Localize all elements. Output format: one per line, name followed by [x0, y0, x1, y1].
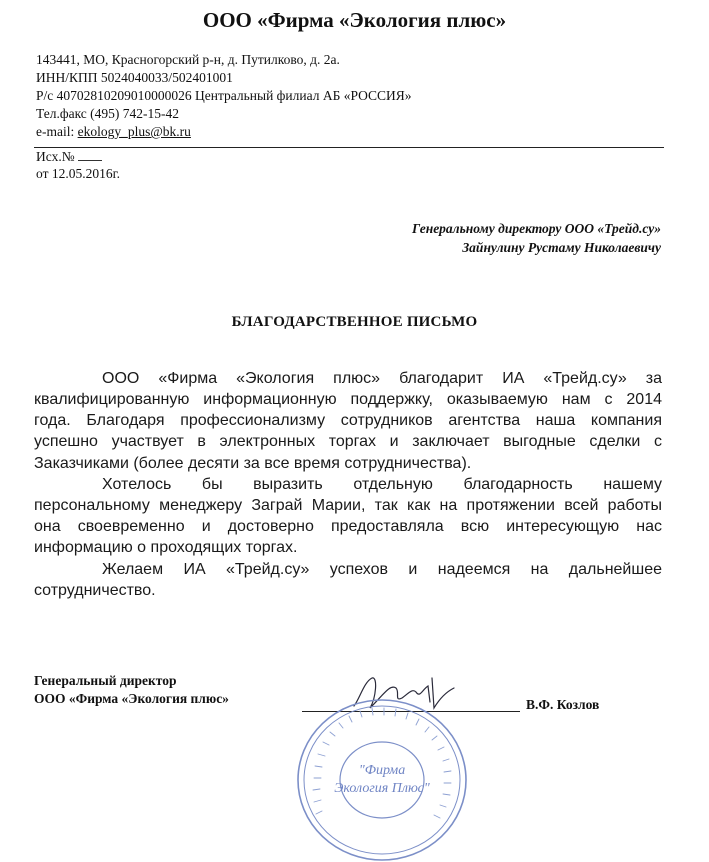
header-divider	[34, 147, 664, 148]
letter-heading: БЛАГОДАРСТВЕННОЕ ПИСЬМО	[231, 314, 478, 330]
company-title: ООО «Фирма «Экология плюс»	[202, 8, 507, 32]
body-line: года. Благодаря профессионализму сотрудников агентства наша компания	[34, 412, 662, 429]
phone-fax-line: Тел.факс (495) 742-15-42	[36, 106, 180, 121]
signer-position: Генеральный директор	[34, 673, 177, 688]
signer-name: В.Ф. Козлов	[526, 697, 600, 712]
body-line: Желаем ИА «Трейд.су» успехов и надеемся на дальнейшее	[102, 561, 662, 578]
stamp-center-text: Экология Плюс"	[334, 781, 430, 796]
body-line: успешно участвует в электронных торгах и заключает выгодные сделки с	[34, 433, 662, 450]
addressee-name: Зайнулину Рустаму Николаевичу	[462, 240, 661, 255]
outgoing-date: от 12.05.2016г.	[36, 166, 120, 181]
email-link[interactable]: ekology_plus@bk.ru	[77, 124, 191, 139]
body-line: она своевременно и достоверно предоставляла всю интересующую нас	[34, 518, 662, 535]
outgoing-number-blank	[78, 150, 102, 161]
outgoing-number	[36, 149, 102, 165]
email-line	[36, 124, 191, 140]
body-line: квалифицированную информационную поддержку, оказываемую нам с 2014	[34, 391, 662, 408]
stamp-center-text: "Фирма	[358, 763, 406, 778]
inn-kpp-line: ИНН/КПП 5024040033/502401001	[36, 70, 233, 85]
body-line: ООО «Фирма «Экология плюс» благодарит ИА «Трейд.су» за	[102, 370, 662, 387]
company-seal-stamp	[294, 694, 470, 862]
body-line: сотрудничество.	[34, 582, 156, 599]
body-line: Заказчиками (более десяти за все время сотрудничества).	[34, 455, 472, 472]
body-line: персональному менеджеру Заграй Марии, так как на протяжении всей работы	[34, 497, 662, 514]
email-label: e-mail:	[36, 124, 78, 139]
outgoing-number-label: Исх.№	[36, 149, 75, 164]
addressee-position: Генеральному директору ООО «Трейд.су»	[411, 221, 661, 236]
address-line: 143441, МО, Красногорский р-н, д. Путилково, д. 2а.	[36, 52, 340, 67]
signer-company: ООО «Фирма «Экология плюс»	[34, 691, 229, 706]
bank-account-line: Р/с 40702810209010000026 Центральный филиал АБ «РОССИЯ»	[36, 88, 412, 103]
body-line: информацию о проходящих торгах.	[34, 539, 298, 556]
body-line: Хотелось бы выразить отдельную благодарность нашему	[102, 476, 662, 493]
